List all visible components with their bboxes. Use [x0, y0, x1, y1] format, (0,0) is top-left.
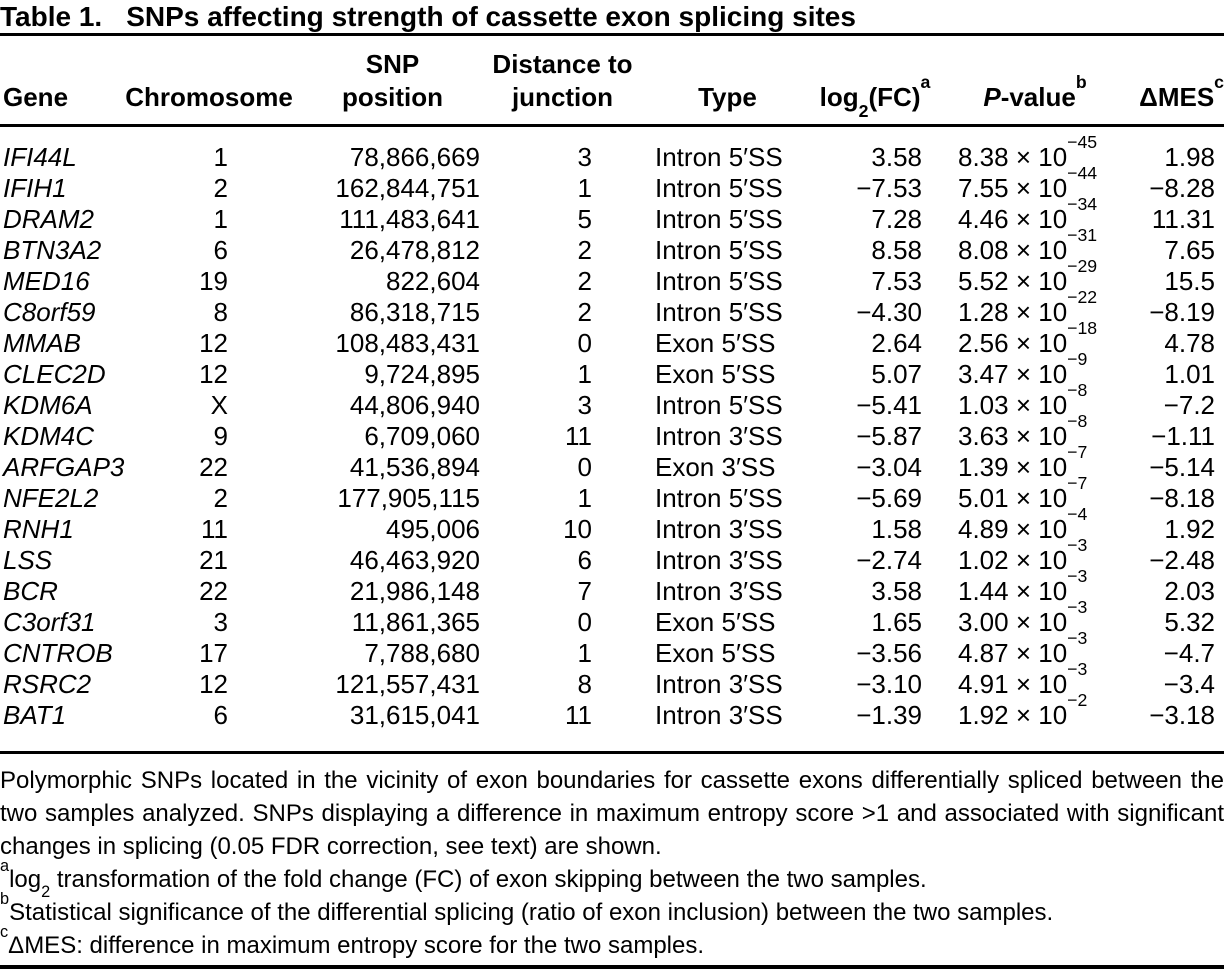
- distance-cell: 11: [565, 700, 592, 730]
- header-pvalue-p: P: [983, 82, 1001, 112]
- log2fc-cell: −3.04: [856, 452, 922, 482]
- table-row: [0, 266, 1224, 297]
- header-snp-position-line1: SNP: [365, 49, 420, 79]
- type-cell: Intron 5′SS: [655, 297, 783, 327]
- distance-cell: 2: [577, 297, 592, 327]
- table-row: [0, 235, 1224, 266]
- pvalue-cell: [935, 628, 1135, 669]
- type-cell: Intron 5′SS: [655, 390, 783, 420]
- table-row: [0, 297, 1224, 328]
- bottom-rule: [0, 965, 1224, 969]
- pvalue-exponent: −9: [1067, 349, 1088, 370]
- header-pvalue-rest: -value: [1000, 82, 1076, 112]
- distance-cell: 3: [577, 390, 592, 420]
- header-chromosome-label: Chromosome: [125, 82, 293, 112]
- gene-cell: MED16: [3, 266, 90, 296]
- distance-cell: 8: [577, 669, 592, 699]
- dmes-cell: −8.19: [1149, 297, 1215, 327]
- header-snp-position-line2: position: [341, 82, 444, 112]
- distance-cell: 2: [577, 266, 592, 296]
- header-log2fc-sub: 2: [858, 101, 869, 122]
- log2fc-cell: 1.58: [871, 514, 922, 544]
- gene-cell: CNTROB: [3, 638, 113, 668]
- snp-position-cell: 21,986,148: [349, 576, 480, 606]
- pvalue-mantissa: 1.44 × 10: [958, 576, 1068, 606]
- distance-cell: 0: [577, 328, 592, 358]
- table-footnotes: [0, 754, 1224, 962]
- footnote-a-sub: 2: [41, 883, 51, 902]
- pvalue-cell: [935, 380, 1135, 421]
- dmes-cell: −1.11: [1151, 421, 1215, 451]
- pvalue-cell: [935, 163, 1135, 204]
- header-log2fc: [815, 35, 935, 126]
- type-cell: Exon 5′SS: [655, 607, 776, 637]
- footnote-a-text: transformation of the fold change (FC) of exon skipping between the two samples.: [50, 866, 927, 893]
- table-row: [0, 483, 1224, 514]
- pvalue-cell: [935, 690, 1135, 731]
- dmes-cell: 1.01: [1164, 359, 1215, 389]
- dmes-cell: −4.7: [1163, 638, 1215, 668]
- table-row: [0, 452, 1224, 483]
- pvalue-exponent: −3: [1067, 659, 1088, 680]
- dmes-cell: 11.31: [1151, 204, 1215, 234]
- pvalue-cell: [935, 473, 1135, 514]
- chromosome-cell: 21: [199, 545, 228, 575]
- type-cell: Intron 5′SS: [655, 142, 783, 172]
- table-row: [0, 514, 1224, 545]
- header-type-label: Type: [698, 82, 757, 112]
- pvalue-exponent: −3: [1067, 597, 1088, 618]
- pvalue-exponent: −4: [1067, 504, 1088, 525]
- table-row: [0, 173, 1224, 204]
- pvalue-cell: [935, 287, 1135, 328]
- gene-cell: C8orf59: [3, 297, 96, 327]
- type-cell: Intron 3′SS: [655, 545, 783, 575]
- pvalue-exponent: −7: [1067, 442, 1088, 463]
- gene-cell: BTN3A2: [3, 235, 102, 265]
- pvalue-mantissa: 1.28 × 10: [958, 297, 1068, 327]
- pvalue-mantissa: 1.03 × 10: [958, 390, 1068, 420]
- pvalue-exponent: −44: [1067, 163, 1098, 184]
- snp-position-cell: 495,006: [386, 514, 480, 544]
- footnote-b-text: Statistical significance of the differential splicing (ratio of exon inclusion) between the two samples.: [9, 899, 1054, 926]
- gene-cell: IFIH1: [3, 173, 67, 203]
- distance-cell: 2: [577, 235, 592, 265]
- log2fc-cell: −5.69: [856, 483, 922, 513]
- log2fc-cell: −1.39: [856, 700, 922, 730]
- chromosome-cell: 22: [199, 452, 228, 482]
- log2fc-cell: −2.74: [856, 545, 922, 575]
- snp-position-cell: 111,483,641: [339, 204, 480, 234]
- pvalue-exponent: −31: [1067, 225, 1098, 246]
- pvalue-mantissa: 4.91 × 10: [958, 669, 1068, 699]
- log2fc-cell: 1.65: [871, 607, 922, 637]
- pvalue-cell: [935, 597, 1135, 638]
- pvalue-cell: [935, 411, 1135, 452]
- type-cell: Intron 5′SS: [655, 173, 783, 203]
- table-row: [0, 359, 1224, 390]
- snp-position-cell: 41,536,894: [349, 452, 480, 482]
- pvalue-cell: [935, 566, 1135, 607]
- pvalue-exponent: −3: [1067, 628, 1088, 649]
- chromosome-cell: X: [210, 390, 228, 420]
- dmes-cell: −8.28: [1149, 173, 1215, 203]
- dmes-cell: 1.98: [1164, 142, 1215, 172]
- snp-position-cell: 121,557,431: [335, 669, 480, 699]
- chromosome-cell: 9: [213, 421, 228, 451]
- header-row: [0, 35, 1224, 126]
- dmes-cell: 15.5: [1164, 266, 1215, 296]
- header-dmes: [1135, 35, 1224, 126]
- dmes-cell: −5.14: [1149, 452, 1215, 482]
- pvalue-mantissa: 4.87 × 10: [958, 638, 1068, 668]
- gene-cell: ARFGAP3: [3, 452, 125, 482]
- type-cell: Intron 3′SS: [655, 514, 783, 544]
- table-row: [0, 421, 1224, 452]
- chromosome-cell: 3: [213, 607, 228, 637]
- pvalue-cell: [935, 256, 1135, 297]
- pvalue-exponent: −8: [1067, 411, 1088, 432]
- pvalue-mantissa: 4.89 × 10: [958, 514, 1068, 544]
- snp-position-cell: 7,788,680: [364, 638, 480, 668]
- type-cell: Intron 5′SS: [655, 266, 783, 296]
- pvalue-exponent: −45: [1067, 132, 1098, 153]
- header-gene-label: Gene: [3, 82, 69, 112]
- pvalue-cell: [935, 194, 1135, 235]
- pvalue-cell: [935, 442, 1135, 483]
- pvalue-cell: [935, 132, 1135, 173]
- pvalue-exponent: −7: [1067, 473, 1088, 494]
- table-row: [0, 204, 1224, 235]
- distance-cell: 0: [577, 607, 592, 637]
- pvalue-mantissa: 7.55 × 10: [958, 173, 1068, 203]
- type-cell: Exon 3′SS: [655, 452, 776, 482]
- pvalue-cell: [935, 318, 1135, 359]
- header-chromosome: [118, 35, 300, 126]
- dmes-cell: 1.92: [1164, 514, 1215, 544]
- gene-cell: BAT1: [3, 700, 67, 730]
- table-title: [0, 0, 1224, 33]
- log2fc-cell: 3.58: [871, 142, 922, 172]
- type-cell: Intron 5′SS: [655, 235, 783, 265]
- distance-cell: 1: [577, 359, 592, 389]
- header-type: [640, 35, 815, 126]
- table-caption: SNPs affecting strength of cassette exon splicing sites: [126, 1, 856, 32]
- footnote-a-marker: a: [0, 856, 10, 875]
- distance-cell: 1: [577, 173, 592, 203]
- chromosome-cell: 1: [213, 142, 228, 172]
- chromosome-cell: 8: [213, 297, 228, 327]
- pvalue-mantissa: 4.46 × 10: [958, 204, 1068, 234]
- header-pvalue: [935, 35, 1135, 126]
- header-snp-position: [300, 35, 485, 126]
- gene-cell: IFI44L: [3, 142, 77, 172]
- pvalue-exponent: −8: [1067, 380, 1088, 401]
- header-dmes-base: ΔMES: [1139, 82, 1215, 112]
- dmes-cell: −3.4: [1163, 669, 1215, 699]
- dmes-cell: 5.32: [1164, 607, 1215, 637]
- gene-cell: KDM4C: [3, 421, 95, 451]
- gene-cell: NFE2L2: [3, 483, 99, 513]
- snp-position-cell: 46,463,920: [349, 545, 480, 575]
- body-footnote-gap: [0, 731, 1224, 753]
- header-body-gap: [0, 126, 1224, 143]
- gene-cell: KDM6A: [3, 390, 93, 420]
- header-log2fc-rest: (FC): [868, 82, 921, 112]
- snp-position-cell: 86,318,715: [349, 297, 480, 327]
- snp-position-cell: 44,806,940: [349, 390, 480, 420]
- log2fc-cell: 3.58: [871, 576, 922, 606]
- pvalue-exponent: −3: [1067, 566, 1088, 587]
- snp-position-cell: 9,724,895: [364, 359, 480, 389]
- chromosome-cell: 6: [213, 700, 228, 730]
- chromosome-cell: 11: [201, 514, 228, 544]
- pvalue-cell: [935, 349, 1135, 390]
- footnote-a-pre: log: [9, 866, 42, 893]
- pvalue-cell: [935, 504, 1135, 545]
- log2fc-cell: −5.41: [856, 390, 922, 420]
- chromosome-cell: 2: [213, 483, 228, 513]
- gene-cell: DRAM2: [3, 204, 95, 234]
- pvalue-mantissa: 5.01 × 10: [958, 483, 1068, 513]
- chromosome-cell: 17: [199, 638, 228, 668]
- chromosome-cell: 6: [213, 235, 228, 265]
- header-distance-line1: Distance to: [492, 49, 633, 79]
- footnote-a: [0, 856, 1224, 902]
- pvalue-mantissa: 8.08 × 10: [958, 235, 1068, 265]
- footnote-c: [0, 922, 1224, 962]
- gene-cell: CLEC2D: [3, 359, 106, 389]
- type-cell: Exon 5′SS: [655, 328, 776, 358]
- chromosome-cell: 12: [199, 359, 228, 389]
- pvalue-mantissa: 2.56 × 10: [958, 328, 1068, 358]
- distance-cell: 7: [577, 576, 592, 606]
- header-distance-line2: junction: [511, 82, 614, 112]
- gene-cell: MMAB: [3, 328, 81, 358]
- distance-cell: 0: [577, 452, 592, 482]
- snp-table: [0, 33, 1224, 754]
- snp-position-cell: 78,866,669: [349, 142, 480, 172]
- type-cell: Intron 3′SS: [655, 700, 783, 730]
- dmes-cell: 7.65: [1164, 235, 1215, 265]
- log2fc-cell: −7.53: [856, 173, 922, 203]
- pvalue-exponent: −29: [1067, 256, 1098, 277]
- log2fc-cell: −5.87: [856, 421, 922, 451]
- pvalue-mantissa: 8.38 × 10: [958, 142, 1068, 172]
- footnote-b: [0, 889, 1224, 929]
- log2fc-cell: −3.10: [856, 669, 922, 699]
- distance-cell: 6: [577, 545, 592, 575]
- pvalue-mantissa: 5.52 × 10: [958, 266, 1068, 296]
- pvalue-exponent: −22: [1067, 287, 1098, 308]
- table-row: [0, 545, 1224, 576]
- header-pvalue-sup: b: [1075, 72, 1087, 93]
- pvalue-exponent: −34: [1067, 194, 1098, 215]
- gene-cell: RNH1: [3, 514, 74, 544]
- type-cell: Intron 5′SS: [655, 204, 783, 234]
- pvalue-mantissa: 3.63 × 10: [958, 421, 1068, 451]
- table-row: [0, 700, 1224, 731]
- pvalue-cell: [935, 659, 1135, 700]
- snp-position-cell: 26,478,812: [349, 235, 480, 265]
- table-row: [0, 607, 1224, 638]
- pvalue-mantissa: 3.47 × 10: [958, 359, 1068, 389]
- dmes-cell: 2.03: [1164, 576, 1215, 606]
- chromosome-cell: 12: [199, 669, 228, 699]
- log2fc-cell: 7.28: [871, 204, 922, 234]
- type-cell: Exon 5′SS: [655, 359, 776, 389]
- log2fc-cell: −3.56: [856, 638, 922, 668]
- header-gene: [0, 35, 118, 126]
- chromosome-cell: 2: [213, 173, 228, 203]
- snp-position-cell: 177,905,115: [337, 483, 480, 513]
- gene-cell: C3orf31: [3, 607, 96, 637]
- type-cell: Intron 3′SS: [655, 421, 783, 451]
- snp-position-cell: 162,844,751: [335, 173, 480, 203]
- chromosome-cell: 19: [199, 266, 228, 296]
- distance-cell: 10: [563, 514, 592, 544]
- chromosome-cell: 1: [213, 204, 228, 234]
- table-row: [0, 390, 1224, 421]
- distance-cell: 5: [577, 204, 592, 234]
- dmes-cell: −7.2: [1163, 390, 1215, 420]
- table-row: [0, 638, 1224, 669]
- table-row: [0, 142, 1224, 173]
- header-log2fc-base: log: [819, 82, 859, 112]
- footnote-b-marker: b: [0, 889, 10, 908]
- dmes-cell: −2.48: [1149, 545, 1215, 575]
- type-cell: Intron 3′SS: [655, 576, 783, 606]
- snp-position-cell: 31,615,041: [349, 700, 480, 730]
- dmes-cell: 4.78: [1164, 328, 1215, 358]
- header-distance: [485, 35, 640, 126]
- distance-cell: 1: [577, 483, 592, 513]
- pvalue-exponent: −18: [1067, 318, 1098, 339]
- chromosome-cell: 12: [199, 328, 228, 358]
- distance-cell: 1: [577, 638, 592, 668]
- table-label: Table 1.: [0, 1, 103, 32]
- snp-position-cell: 6,709,060: [364, 421, 480, 451]
- table-row: [0, 328, 1224, 359]
- dmes-cell: −3.18: [1149, 700, 1215, 730]
- pvalue-exponent: −2: [1067, 690, 1088, 711]
- snp-position-cell: 822,604: [386, 266, 480, 296]
- log2fc-cell: 8.58: [871, 235, 922, 265]
- type-cell: Intron 3′SS: [655, 669, 783, 699]
- pvalue-cell: [935, 535, 1135, 576]
- gene-cell: LSS: [3, 545, 53, 575]
- type-cell: Exon 5′SS: [655, 638, 776, 668]
- gene-cell: RSRC2: [3, 669, 92, 699]
- log2fc-cell: 7.53: [871, 266, 922, 296]
- gene-cell: BCR: [3, 576, 58, 606]
- pvalue-mantissa: 1.39 × 10: [958, 452, 1068, 482]
- footnote-general: Polymorphic SNPs located in the vicinity of exon boundaries for cassette exons differentially spliced between the two samples analyzed. SNPs displaying a difference in maximum entropy score >1 and associated with significant changes in splicing (0.05 FDR correction, see text) are shown.: [0, 767, 1224, 860]
- distance-cell: 3: [577, 142, 592, 172]
- footnote-c-text: ΔMES: difference in maximum entropy score for the two samples.: [8, 932, 705, 959]
- table-row: [0, 669, 1224, 700]
- chromosome-cell: 22: [199, 576, 228, 606]
- log2fc-cell: −4.30: [856, 297, 922, 327]
- header-log2fc-sup: a: [920, 72, 931, 93]
- snp-position-cell: 108,483,431: [335, 328, 480, 358]
- dmes-cell: −8.18: [1149, 483, 1215, 513]
- table-row: [0, 576, 1224, 607]
- distance-cell: 11: [565, 421, 592, 451]
- header-dmes-sup: c: [1214, 72, 1224, 93]
- pvalue-cell: [935, 225, 1135, 266]
- snp-position-cell: 11,861,365: [351, 607, 480, 637]
- type-cell: Intron 5′SS: [655, 483, 783, 513]
- log2fc-cell: 5.07: [871, 359, 922, 389]
- pvalue-exponent: −3: [1067, 535, 1088, 556]
- table-body: [0, 132, 1224, 731]
- pvalue-mantissa: 3.00 × 10: [958, 607, 1068, 637]
- log2fc-cell: 2.64: [871, 328, 922, 358]
- pvalue-mantissa: 1.92 × 10: [958, 700, 1068, 730]
- footnote-c-marker: c: [0, 922, 9, 941]
- table-header: [0, 35, 1224, 126]
- pvalue-mantissa: 1.02 × 10: [958, 545, 1068, 575]
